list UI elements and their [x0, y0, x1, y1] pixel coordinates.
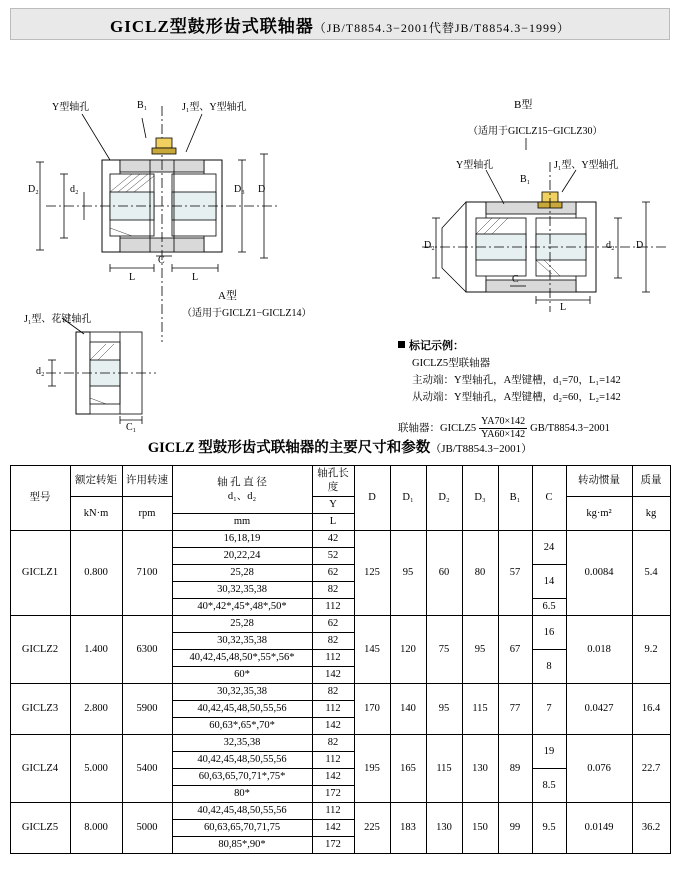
marking-fraction-numerator: YA70×142: [481, 416, 526, 427]
drawing-label: D₂: [28, 184, 39, 195]
model-cell: GICLZ5: [10, 803, 70, 854]
D2-cell: 95: [426, 684, 462, 735]
D1-cell: 165: [390, 735, 426, 803]
drawing-label-b-type: B型: [514, 99, 533, 111]
marking-example-heading: [398, 338, 621, 355]
B1-cell: 67: [498, 616, 532, 684]
marking-standard: GB/T8854.3−2001: [530, 422, 610, 434]
bullet-square-icon: [398, 341, 405, 348]
hole-length-cell: 42: [312, 531, 354, 548]
col-header-B1: B₁: [498, 466, 532, 531]
drawing-label: B₁: [137, 100, 148, 111]
B1-cell: 89: [498, 735, 532, 803]
torque-cell: 1.400: [70, 616, 122, 684]
hole-length-cell: 142: [312, 718, 354, 735]
page-title-standard: （JB/T8854.3−2001代替JB/T8854.3−1999）: [313, 20, 570, 35]
shaft-diameter-cell: 30,32,35,38: [172, 633, 312, 650]
shaft-diameter-cell: 40*,42*,45*,48*,50*: [172, 599, 312, 616]
col-header-inertia-unit: kg·m²: [566, 497, 632, 531]
col-header-D3: D₃: [462, 466, 498, 531]
drawing-label: L: [560, 302, 567, 313]
drawing-label: D: [258, 184, 266, 195]
drawing-label-a-type: A型: [218, 290, 237, 302]
D2-cell: 60: [426, 531, 462, 616]
shaft-diameter-cell: 40,42,45,48,50,55,56: [172, 752, 312, 769]
hole-length-cell: 142: [312, 820, 354, 837]
hole-length-cell: 172: [312, 786, 354, 803]
model-cell: GICLZ4: [10, 735, 70, 803]
D3-cell: 130: [462, 735, 498, 803]
inertia-cell: 0.018: [566, 616, 632, 684]
marking-designation: [398, 416, 621, 441]
torque-cell: 8.000: [70, 803, 122, 854]
mass-cell: 22.7: [632, 735, 670, 803]
hole-length-cell: 112: [312, 701, 354, 718]
page-title: [110, 12, 570, 37]
marking-heading-text: 标记示例：: [409, 340, 464, 352]
D-cell: 170: [354, 684, 390, 735]
shaft-diameter-cell: 30,32,35,38: [172, 582, 312, 599]
drawing-label-b-type-range: （适用于GICLZ15−GICLZ30）: [468, 126, 603, 137]
C-cell: 8.5: [532, 769, 566, 803]
torque-cell: 2.800: [70, 684, 122, 735]
drawing-label: d₂: [70, 184, 79, 195]
model-cell: GICLZ1: [10, 531, 70, 616]
D-cell: 195: [354, 735, 390, 803]
D1-cell: 95: [390, 531, 426, 616]
hole-length-cell: 142: [312, 667, 354, 684]
shaft-diameter-cell: 40,42,45,48,50*,55*,56*: [172, 650, 312, 667]
col-header-torque-unit: kN·m: [70, 497, 122, 531]
drawing-label: Y型轴孔: [456, 160, 494, 171]
D1-cell: 120: [390, 616, 426, 684]
col-header-speed-unit: rpm: [122, 497, 172, 531]
drawing-label: C: [512, 274, 519, 285]
drawing-label: D₂: [424, 240, 435, 251]
table-row: [10, 531, 670, 548]
shaft-diameter-cell: 32,35,38: [172, 735, 312, 752]
marking-line: 主动端：Y型轴孔，A型键槽，d₁=70，L₁=142: [412, 375, 621, 386]
col-header-D: D: [354, 466, 390, 531]
shaft-diameter-cell: 40,42,45,48,50,55,56: [172, 701, 312, 718]
hole-length-cell: 112: [312, 650, 354, 667]
torque-cell: 0.800: [70, 531, 122, 616]
C-cell: 24: [532, 531, 566, 565]
hole-length-cell: 142: [312, 769, 354, 786]
marking-fraction: [479, 416, 527, 441]
B1-cell: 57: [498, 531, 532, 616]
marking-line: 从动端：Y型轴孔，A型键槽，d₂=60，L₂=142: [412, 392, 621, 403]
parameters-table: [10, 465, 671, 854]
page-title-main: GICLZ型鼓形齿式联轴器: [109, 16, 314, 36]
hole-length-cell: 112: [312, 599, 354, 616]
D1-cell: 183: [390, 803, 426, 854]
mass-cell: 16.4: [632, 684, 670, 735]
C-cell: 19: [532, 735, 566, 769]
parameters-table-body: [10, 531, 670, 854]
shaft-diameter-cell: 60,63,65,70,71,75: [172, 820, 312, 837]
shaft-diameter-cell: 25,28: [172, 616, 312, 633]
D2-cell: 75: [426, 616, 462, 684]
col-header-C: C: [532, 466, 566, 531]
inertia-cell: 0.0427: [566, 684, 632, 735]
inertia-cell: 0.0084: [566, 531, 632, 616]
table-row: [10, 616, 670, 633]
page-title-bar: [10, 8, 670, 40]
drawing-label: D₃: [234, 184, 245, 195]
shaft-diameter-cell: 80,85*,90*: [172, 837, 312, 854]
drawing-label: C: [158, 255, 165, 266]
marking-example-block: [398, 338, 621, 441]
col-header-shaft-diameter-text: 轴 孔 直 径: [217, 476, 267, 488]
col-header-shaft-diameter: [172, 466, 312, 514]
hole-length-cell: 112: [312, 803, 354, 820]
D1-cell: 140: [390, 684, 426, 735]
shaft-diameter-cell: 60,63*,65*,70*: [172, 718, 312, 735]
shaft-diameter-cell: 60*: [172, 667, 312, 684]
table-row: [10, 684, 670, 701]
drawing-label: J₁型、Y型轴孔: [554, 160, 619, 171]
mass-cell: 36.2: [632, 803, 670, 854]
D3-cell: 150: [462, 803, 498, 854]
table-caption-main: GICLZ 型鼓形齿式联轴器的主要尺寸和参数: [147, 440, 431, 456]
C-cell: 14: [532, 565, 566, 599]
shaft-diameter-cell: 25,28: [172, 565, 312, 582]
torque-cell: 5.000: [70, 735, 122, 803]
col-header-D1: D₁: [390, 466, 426, 531]
table-row: [10, 803, 670, 820]
shaft-diameter-cell: 60,63,65,70,71*,75*: [172, 769, 312, 786]
col-header-model: 型号: [10, 466, 70, 531]
col-header-mass-unit: kg: [632, 497, 670, 531]
shaft-diameter-cell: 80*: [172, 786, 312, 803]
C-cell: 8: [532, 650, 566, 684]
col-header-unit-mm: mm: [172, 514, 312, 531]
C-cell: 9.5: [532, 803, 566, 854]
D3-cell: 80: [462, 531, 498, 616]
C-cell: 6.5: [532, 599, 566, 616]
col-header-inertia: 转动惯量: [566, 466, 632, 497]
shaft-diameter-cell: 30,32,35,38: [172, 684, 312, 701]
col-header-hole-length: 轴孔长度: [312, 466, 354, 497]
inertia-cell: 0.076: [566, 735, 632, 803]
D3-cell: 95: [462, 616, 498, 684]
col-header-D2: D₂: [426, 466, 462, 531]
col-header-hole-length-y: Y: [312, 497, 354, 514]
speed-cell: 7100: [122, 531, 172, 616]
col-header-rated-torque: 额定转矩: [70, 466, 122, 497]
B1-cell: 99: [498, 803, 532, 854]
hole-length-cell: 62: [312, 565, 354, 582]
marking-line: GICLZ5型联轴器: [412, 358, 491, 369]
C-cell: 7: [532, 684, 566, 735]
D-cell: 145: [354, 616, 390, 684]
speed-cell: 6300: [122, 616, 172, 684]
drawing-label: d₂: [36, 366, 45, 377]
D2-cell: 130: [426, 803, 462, 854]
D2-cell: 115: [426, 735, 462, 803]
col-header-shaft-diameter-sub: d₁、d₂: [227, 490, 257, 502]
shaft-diameter-cell: 40,42,45,48,50,55,56: [172, 803, 312, 820]
hole-length-cell: 82: [312, 684, 354, 701]
drawing-label: D: [636, 240, 644, 251]
drawing-label: J₁型、Y型轴孔: [182, 102, 247, 113]
col-header-hole-length-l: L: [312, 514, 354, 531]
marking-designation-label: 联轴器：GICLZ5: [398, 422, 477, 434]
drawing-label-a-type-range: （适用于GICLZ1−GICLZ14）: [182, 308, 312, 319]
drawing-label: L: [192, 272, 199, 283]
D3-cell: 115: [462, 684, 498, 735]
drawing-label: Y型轴孔: [52, 102, 90, 113]
D-cell: 225: [354, 803, 390, 854]
shaft-diameter-cell: 16,18,19: [172, 531, 312, 548]
col-header-allow-speed: 许用转速: [122, 466, 172, 497]
drawing-label: C₁: [126, 422, 137, 433]
speed-cell: 5900: [122, 684, 172, 735]
drawing-label: B₁: [520, 174, 531, 185]
B1-cell: 77: [498, 684, 532, 735]
hole-length-cell: 52: [312, 548, 354, 565]
D-cell: 125: [354, 531, 390, 616]
drawing-label: L: [129, 272, 136, 283]
inertia-cell: 0.0149: [566, 803, 632, 854]
speed-cell: 5000: [122, 803, 172, 854]
hole-length-cell: 82: [312, 582, 354, 599]
hole-length-cell: 172: [312, 837, 354, 854]
hole-length-cell: 82: [312, 735, 354, 752]
hole-length-cell: 112: [312, 752, 354, 769]
C-cell: 16: [532, 616, 566, 650]
drawing-label: d₂: [606, 240, 615, 251]
hole-length-cell: 82: [312, 633, 354, 650]
mass-cell: 9.2: [632, 616, 670, 684]
col-header-mass: 质量: [632, 466, 670, 497]
model-cell: GICLZ3: [10, 684, 70, 735]
hole-length-cell: 62: [312, 616, 354, 633]
marking-fraction-denominator: YA60×142: [481, 429, 526, 440]
mass-cell: 5.4: [632, 531, 670, 616]
model-cell: GICLZ2: [10, 616, 70, 684]
table-row: [10, 735, 670, 752]
speed-cell: 5400: [122, 735, 172, 803]
drawing-label: J₁型、花键轴孔: [24, 314, 92, 325]
shaft-diameter-cell: 20,22,24: [172, 548, 312, 565]
table-caption-standard: （JB/T8854.3−2001）: [430, 443, 533, 455]
